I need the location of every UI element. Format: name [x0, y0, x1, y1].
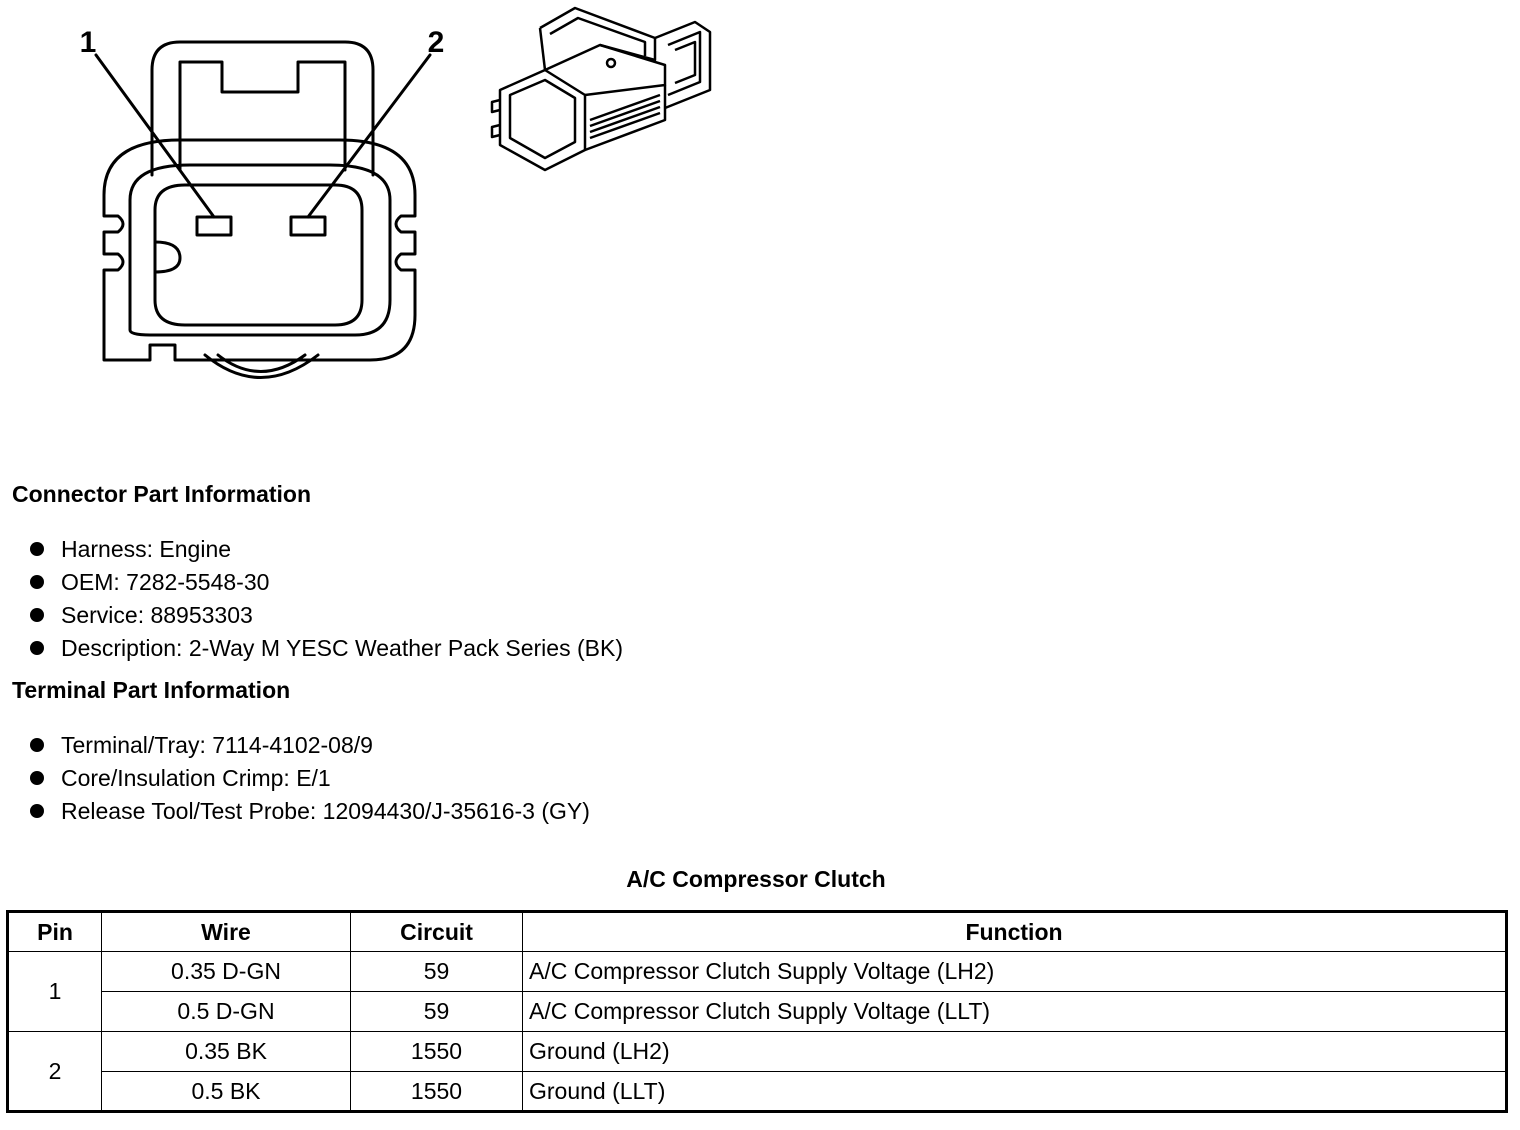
bullet-icon: [30, 771, 44, 785]
wire-cell: 0.35 BK: [102, 1032, 351, 1072]
wire-cell: 0.35 D-GN: [102, 952, 351, 992]
wire-cell: 0.5 BK: [102, 1072, 351, 1112]
circuit-cell: 1550: [351, 1072, 523, 1112]
table-row: [8, 952, 1507, 992]
bullet-icon: [30, 542, 44, 556]
connector-face: [155, 185, 362, 325]
table-row: [8, 1032, 1507, 1072]
table-row: [8, 1072, 1507, 1112]
list-item: OEM: 7282-5548-30: [30, 566, 623, 599]
pin-1-label: 1: [79, 26, 97, 59]
circuit-cell: 1550: [351, 1032, 523, 1072]
pin-1-cavity: [197, 217, 231, 235]
list-item: Terminal/Tray: 7114-4102-08/9: [30, 729, 590, 762]
function-cell: Ground (LH2): [523, 1032, 1507, 1072]
circuit-cell: 59: [351, 992, 523, 1032]
pin-2-label: 2: [427, 26, 445, 59]
circuit-cell: 59: [351, 952, 523, 992]
bullet-icon: [30, 608, 44, 622]
connector-boss: [205, 355, 318, 378]
list-item: Core/Insulation Crimp: E/1: [30, 762, 590, 795]
pin-2-leader: [308, 55, 430, 217]
polarization-key: [155, 242, 180, 272]
bullet-icon: [30, 738, 44, 752]
list-item: Description: 2-Way M YESC Weather Pack Series (BK): [30, 632, 623, 665]
column-header-function: Function: [523, 912, 1507, 952]
list-item: Release Tool/Test Probe: 12094430/J-35616-3 (GY): [30, 795, 590, 828]
table-title: A/C Compressor Clutch: [626, 866, 886, 892]
function-cell: A/C Compressor Clutch Supply Voltage (LLT): [523, 992, 1507, 1032]
bullet-icon: [30, 641, 44, 655]
pin-2-cavity: [291, 217, 325, 235]
pin-cell: 1: [8, 952, 102, 1032]
pinout-table: [6, 910, 1508, 1113]
connector-part-information-list: [30, 533, 623, 665]
terminal-part-information-heading: Terminal Part Information: [12, 677, 291, 703]
connector-flange-inner: [130, 165, 390, 335]
table-header-row: [8, 912, 1507, 952]
table-row: [8, 992, 1507, 1032]
connector-diagram: [0, 0, 760, 440]
column-header-pin: Pin: [8, 912, 102, 952]
column-header-wire: Wire: [102, 912, 351, 952]
pin-cell: 2: [8, 1032, 102, 1112]
list-item: Harness: Engine: [30, 533, 623, 566]
column-header-circuit: Circuit: [351, 912, 523, 952]
connector-isometric-view: [492, 8, 710, 170]
bullet-icon: [30, 804, 44, 818]
connector-hood: [152, 42, 373, 175]
function-cell: A/C Compressor Clutch Supply Voltage (LH2): [523, 952, 1507, 992]
connector-part-information-heading: Connector Part Information: [12, 481, 312, 507]
wire-cell: 0.5 D-GN: [102, 992, 351, 1032]
terminal-part-information-list: [30, 729, 590, 828]
function-cell: Ground (LLT): [523, 1072, 1507, 1112]
bullet-icon: [30, 575, 44, 589]
list-item: Service: 88953303: [30, 599, 623, 632]
pin-1-leader: [96, 55, 214, 217]
